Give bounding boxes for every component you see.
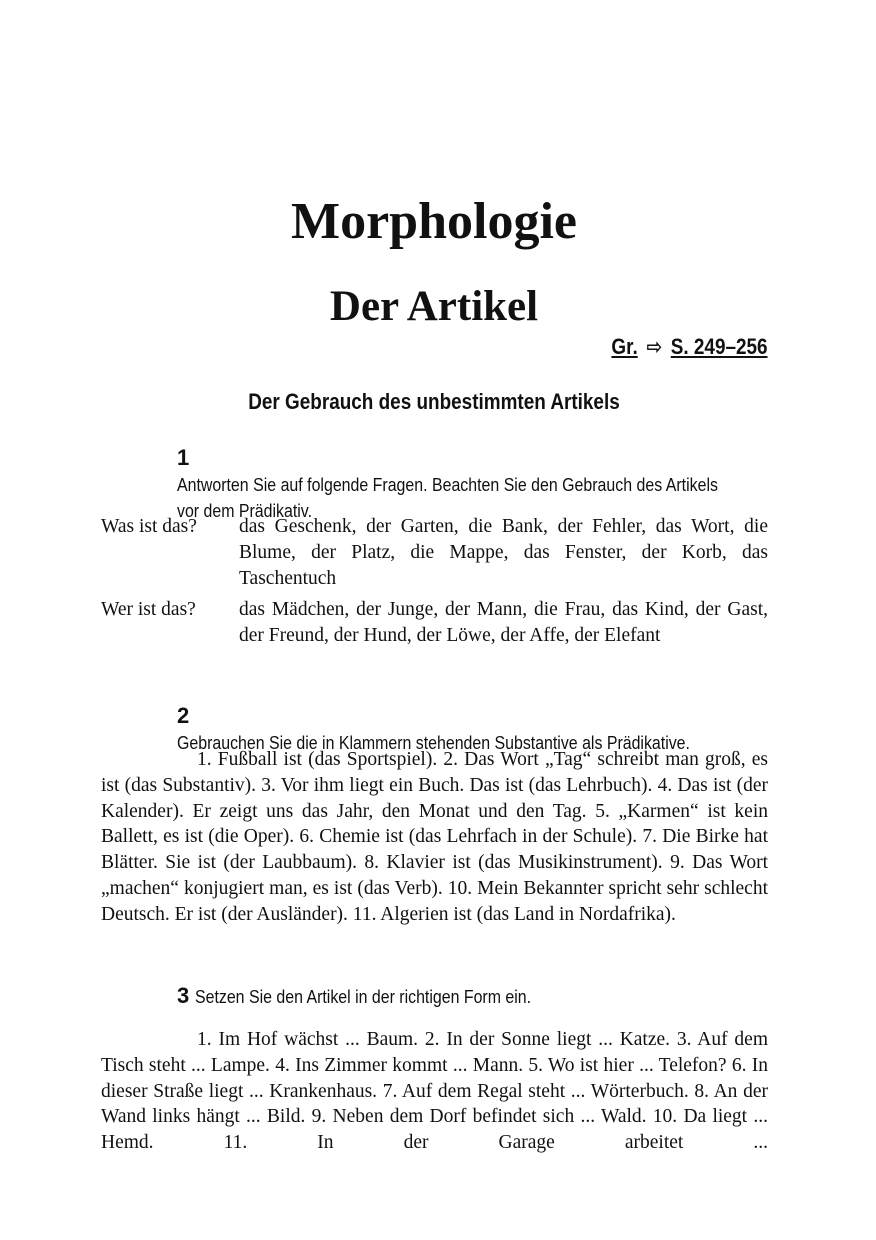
reference-prefix: Gr.: [611, 334, 639, 359]
instruction-text: Gebrauchen Sie die in Klammern stehenden Substantive als Prädikative.: [177, 732, 690, 753]
instruction-text: Setzen Sie den Artikel in der richtigen Form ein.: [195, 986, 532, 1007]
answer-list: das Geschenk, der Garten, die Bank, der Fehler, das Wort, die Blume, der Platz, die Mappe, das Fenster, der Korb, das Taschentuch: [239, 516, 768, 589]
section-heading-text: Der Gebrauch des unbestimmten Artikels: [248, 389, 620, 414]
exercise-number: 1: [177, 445, 190, 470]
question-label: Wer ist das?: [101, 599, 196, 620]
grammar-reference: [612, 334, 768, 360]
qa-row: [101, 514, 768, 592]
exercise-3-text: 1. Im Hof wächst ... Baum. 2. In der Sonne liegt ... Katze. 3. Auf dem Tisch steht ... Lampe. 4. Ins Zimmer kommt ... Mann. 5. Wo ist hier ... Telefon? 6. In dieser Straße liegt ... Krankenhaus. 7. Auf dem Regal steht ... Wörterbuch. 8. An der Wand links hängt ... Bild. 9. Neben dem Dorf befindet sich ... Wald. 10. Da liegt ... Hemd. 11. In der Garage arbeitet ...: [101, 1029, 768, 1154]
exercise-3-instruction: [177, 983, 768, 1010]
page-title: Morphologie: [291, 193, 577, 250]
qa-row: [101, 597, 768, 649]
reference-pages: S. 249–256: [671, 334, 768, 359]
instruction-text: Antworten Sie auf folgende Fragen. Beachten Sie den Gebrauch des Artikels vor dem Prädikativ.: [177, 474, 718, 521]
exercise-1-instruction: [177, 445, 768, 524]
exercise-2-text: 1. Fußball ist (das Sportspiel). 2. Das Wort „Tag“ schreibt man groß, es ist (das Substantiv). 3. Vor ihm liegt ein Buch. Das ist (das Lehrbuch). 4. Das ist (der Kalender). Er zeigt uns das Jahr, den Monat und den Tag. 5. „Karmen“ ist kein Ballett, es ist (die Oper). 6. Chemie ist (das Lehrfach in der Schule). 7. Die Birke hat Blätter. Sie ist (der Laubbaum). 8. Klavier ist (das Musikinstrument). 9. Das Wort „machen“ konjugiert man, es ist (das Verb). 10. Mein Bekannter spricht sehr schlecht Deutsch. Er ist (der Ausländer). 11. Algerien ist (das Land in Nordafrika).: [101, 749, 768, 925]
exercise-number: 3: [177, 983, 190, 1008]
exercise-number: 2: [177, 703, 190, 728]
chapter-title: Der Artikel: [329, 283, 539, 330]
arrow-right-icon: ⇨: [646, 334, 663, 359]
question-label: Was ist das?: [101, 516, 197, 537]
section-heading: [0, 389, 868, 415]
answer-list: das Mädchen, der Junge, der Mann, die Frau, das Kind, der Gast, der Freund, der Hund, der Löwe, der Affe, der Elefant: [239, 599, 768, 646]
